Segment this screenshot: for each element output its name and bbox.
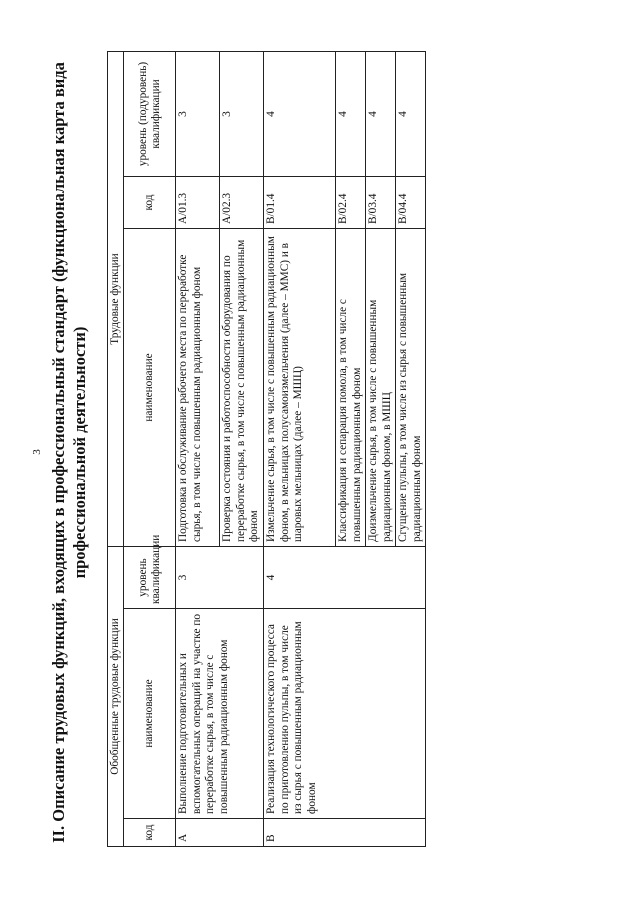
group-a-level: 3 bbox=[176, 547, 264, 609]
function-b03-level: 4 bbox=[366, 51, 396, 176]
header-labor-code: код bbox=[124, 177, 176, 229]
function-a01-name: Подготовка и обслуживание рабочего места по переработке сырья, в том числе с повышенным радиационным фоном bbox=[176, 229, 220, 547]
header-labor: Трудовые функции bbox=[108, 51, 124, 546]
function-a01-code: A/01.3 bbox=[176, 177, 220, 229]
function-a02-level: 3 bbox=[220, 51, 264, 176]
function-b03-code: B/03.4 bbox=[366, 177, 396, 229]
function-b04-code: B/04.4 bbox=[396, 177, 426, 229]
function-b01-name: Измельчение сырья, в том числе с повышенным радиационным фоном, в мельницах полусамоизмельчения (далее – ММС) и в шаровых мельницах (далее – МШЦ) bbox=[264, 229, 336, 547]
page-number: 3 bbox=[31, 449, 43, 455]
function-b04-level: 4 bbox=[396, 51, 426, 176]
group-b-code: В bbox=[264, 819, 426, 847]
header-level: уровень квалификации bbox=[124, 547, 176, 609]
group-a-name: Выполнение подготовительных и вспомогательных операций на участке по переработке сырья, в том числе с повышенным радиационным фоном bbox=[176, 609, 264, 819]
header-sublevel: уровень (подуровень) квалификации bbox=[124, 51, 176, 176]
section-title bbox=[48, 0, 90, 905]
header-generalized: Обобщенные трудовые функции bbox=[108, 547, 124, 847]
header-labor-name: наименование bbox=[124, 229, 176, 547]
function-b02-code: B/02.4 bbox=[336, 177, 366, 229]
title-line-1: II. Описание трудовых функций, входящих в профессиональный стандарт (функциональная карта вида bbox=[49, 62, 68, 843]
function-a01-level: 3 bbox=[176, 51, 220, 176]
function-b03-name: Доизмельчение сырья, в том числе с повышенным радиационным фоном, в МШЦ bbox=[366, 229, 396, 547]
header-code: код bbox=[124, 819, 176, 847]
functional-map-table bbox=[107, 51, 426, 847]
header-name: наименование bbox=[124, 609, 176, 819]
function-b04-name: Сгущение пульпы, в том числе из сырья с повышенным радиационным фоном bbox=[396, 229, 426, 547]
group-b-level: 4 bbox=[264, 547, 426, 609]
function-a02-code: A/02.3 bbox=[220, 177, 264, 229]
function-b01-code: B/01.4 bbox=[264, 177, 336, 229]
function-a02-name: Проверка состояния и работоспособности оборудования по переработке сырья, в том числе с повышенным радиационным фоном bbox=[220, 229, 264, 547]
group-b-name: Реализация технологического процесса по приготовлению пульпы, в том числе из сырья с повышенным радиационным фоном bbox=[264, 609, 426, 819]
function-b02-name: Классификация и сепарация помола, в том числе с повышенным радиационным фоном bbox=[336, 229, 366, 547]
group-a-code: А bbox=[176, 819, 264, 847]
function-b02-level: 4 bbox=[336, 51, 366, 176]
function-b01-level: 4 bbox=[264, 51, 336, 176]
title-line-2: профессиональной деятельности) bbox=[70, 326, 89, 579]
